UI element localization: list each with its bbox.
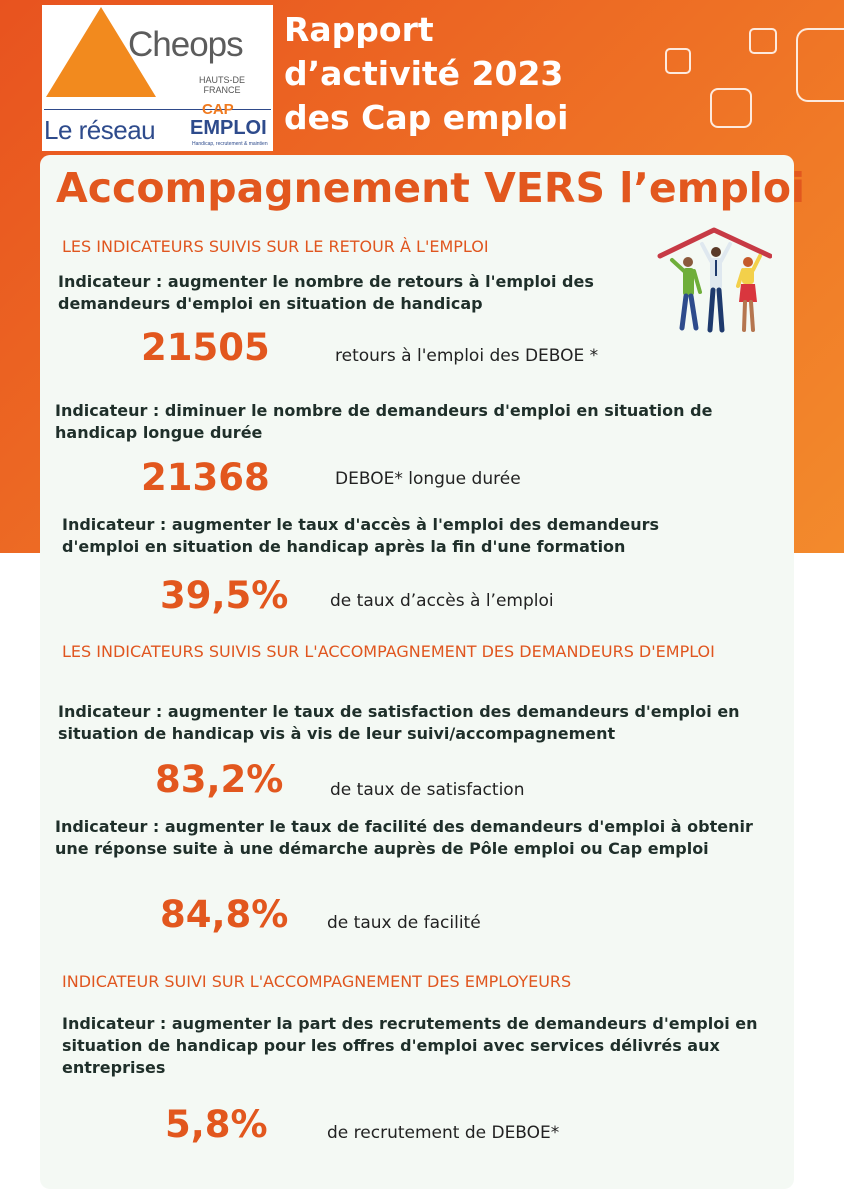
deco-square-icon <box>710 88 752 128</box>
logo-brand: Cheops <box>128 25 243 64</box>
logo-emploi: EMPLOI <box>190 117 267 139</box>
indicator-label: DEBOE* longue durée <box>335 469 521 489</box>
deco-square-icon <box>665 48 691 74</box>
deco-square-icon <box>749 28 777 54</box>
people-house-illustration <box>656 226 772 334</box>
indicator-label: de taux de satisfaction <box>330 780 525 800</box>
report-title-line: d’activité 2023 <box>284 54 564 93</box>
report-title-line: Rapport <box>284 10 434 49</box>
deco-square-icon <box>796 28 844 102</box>
indicator-value: 84,8% <box>160 893 289 936</box>
indicator-value: 5,8% <box>165 1103 268 1146</box>
indicator-label: retours à l'emploi des DEBOE * <box>335 346 599 366</box>
page-title: Accompagnement VERS l’emploi <box>56 164 806 212</box>
logo-network: Le réseau <box>44 115 156 145</box>
indicator-text: Indicateur : augmenter le taux de facilité des demandeurs d'emploi à obtenir une réponse suite à une démarche auprès de Pôle emploi ou Cap emploi <box>55 817 753 858</box>
logo-divider <box>44 109 271 110</box>
section-heading: LES INDICATEURS SUIVIS SUR L'ACCOMPAGNEMENT DES DEMANDEURS D'EMPLOI <box>62 642 715 661</box>
indicator-text: Indicateur : diminuer le nombre de demandeurs d'emploi en situation de handicap longue durée <box>55 401 713 442</box>
indicator-label: de taux d’accès à l’emploi <box>330 591 554 611</box>
indicator-value: 83,2% <box>155 758 284 801</box>
cheops-logo <box>42 5 273 151</box>
report-title-line: des Cap emploi <box>284 98 569 137</box>
logo-region: HAUTS-DE FRANCE <box>198 75 245 95</box>
indicator-value: 21505 <box>141 326 270 369</box>
logo-cap: CAP <box>202 101 234 118</box>
indicator-label: de taux de facilité <box>327 913 481 933</box>
indicator-value: 39,5% <box>160 574 289 617</box>
indicator-value: 21368 <box>141 456 270 499</box>
indicator-text: Indicateur : augmenter la part des recrutements de demandeurs d'emploi en situation de handicap pour les offres d'emploi avec services délivrés aux entreprises <box>62 1014 758 1077</box>
indicator-text: Indicateur : augmenter le taux d'accès à l'emploi des demandeurs d'emploi en situation de handicap après la fin d'une formation <box>62 515 660 556</box>
indicator-text: Indicateur : augmenter le nombre de retours à l'emploi des demandeurs d'emploi en situation de handicap <box>58 272 594 313</box>
section-heading: LES INDICATEURS SUIVIS SUR LE RETOUR À L'EMPLOI <box>62 237 489 256</box>
indicator-text: Indicateur : augmenter le taux de satisfaction des demandeurs d'emploi en situation de handicap vis à vis de leur suivi/accompagnement <box>58 702 740 743</box>
report-title <box>284 8 568 140</box>
indicator-label: de recrutement de DEBOE* <box>327 1123 560 1143</box>
section-heading: INDICATEUR SUIVI SUR L'ACCOMPAGNEMENT DES EMPLOYEURS <box>62 972 572 991</box>
logo-tagline: Handicap, recrutement & maintien <box>192 141 268 147</box>
